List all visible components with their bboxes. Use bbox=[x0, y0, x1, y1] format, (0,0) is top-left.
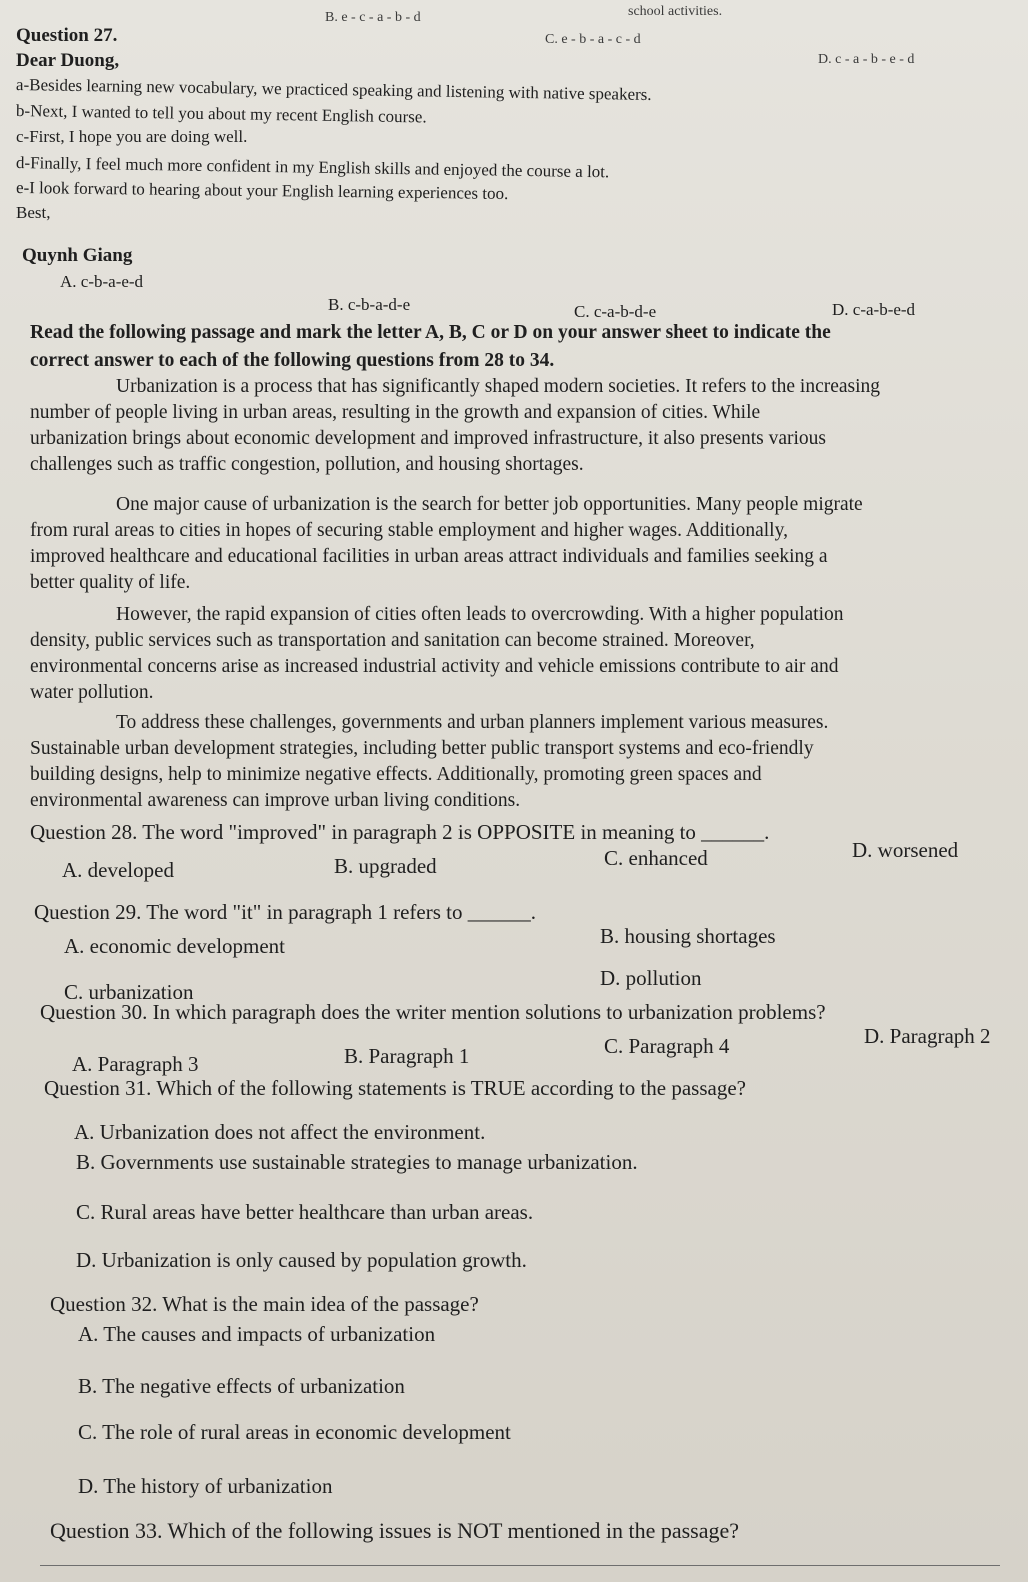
q31-option-b[interactable]: B. Governments use sustainable strategies to manage urbanization. bbox=[76, 1150, 638, 1174]
q30-option-d[interactable]: D. Paragraph 2 bbox=[864, 1024, 991, 1048]
q29-option-b[interactable]: B. housing shortages bbox=[600, 924, 776, 948]
q30-option-a[interactable]: A. Paragraph 3 bbox=[72, 1052, 199, 1076]
passage-line: from rural areas to cities in hopes of securing stable employment and higher wages. Additionally, bbox=[30, 520, 788, 541]
q28-option-b[interactable]: B. upgraded bbox=[334, 854, 437, 878]
passage-line: density, public services such as transportation and sanitation can become strained. Moreover, bbox=[30, 630, 755, 651]
q30-option-c[interactable]: C. Paragraph 4 bbox=[604, 1034, 730, 1058]
q27-line-d: d-Finally, I feel much more confident in my English skills and enjoyed the course a lot. bbox=[15, 153, 610, 182]
q29-stem: Question 29. The word "it" in paragraph 1 refers to ______. bbox=[34, 900, 536, 924]
q27-line-c: c-First, I hope you are doing well. bbox=[16, 127, 248, 146]
q28-stem: Question 28. The word "improved" in paragraph 2 is OPPOSITE in meaning to ______. bbox=[30, 820, 770, 844]
instruction-line-1: Read the following passage and mark the letter A, B, C or D on your answer sheet to indicate the bbox=[30, 322, 831, 343]
q27-option-d[interactable]: D. c-a-b-e-d bbox=[832, 300, 916, 319]
passage-line: However, the rapid expansion of cities often leads to overcrowding. With a higher population bbox=[116, 604, 844, 625]
q26-option-b: B. e - c - a - b - d bbox=[325, 10, 421, 25]
q33-stem: Question 33. Which of the following issues is NOT mentioned in the passage? bbox=[50, 1518, 740, 1543]
q28-option-c[interactable]: C. enhanced bbox=[604, 846, 708, 870]
passage-line: One major cause of urbanization is the search for better job opportunities. Many people migrate bbox=[116, 494, 863, 515]
passage-line: urbanization brings about economic development and improved infrastructure, it also presents various bbox=[30, 428, 827, 449]
q27-option-a[interactable]: A. c-b-a-e-d bbox=[60, 272, 144, 291]
bottom-rule bbox=[40, 1565, 1000, 1566]
q28-option-a[interactable]: A. developed bbox=[62, 858, 174, 882]
passage-line: challenges such as traffic congestion, pollution, and housing shortages. bbox=[30, 454, 584, 475]
q31-option-d[interactable]: D. Urbanization is only caused by population growth. bbox=[76, 1248, 527, 1272]
q27-line-e: e-I look forward to hearing about your English learning experiences too. bbox=[15, 178, 509, 204]
passage-line: water pollution. bbox=[30, 682, 154, 703]
q29-option-c[interactable]: C. urbanization bbox=[64, 980, 194, 1004]
q32-stem: Question 32. What is the main idea of the passage? bbox=[50, 1292, 479, 1316]
q29-option-d[interactable]: D. pollution bbox=[600, 966, 702, 990]
q30-stem: Question 30. In which paragraph does the writer mention solutions to urbanization problems? bbox=[40, 1000, 826, 1024]
q27-option-c[interactable]: C. c-a-b-d-e bbox=[574, 302, 657, 321]
q31-option-c[interactable]: C. Rural areas have better healthcare than urban areas. bbox=[76, 1200, 534, 1224]
q32-option-a[interactable]: A. The causes and impacts of urbanization bbox=[78, 1322, 436, 1346]
passage-line: environmental awareness can improve urban living conditions. bbox=[30, 790, 521, 811]
passage-line: better quality of life. bbox=[30, 572, 191, 593]
q28-option-d[interactable]: D. worsened bbox=[852, 838, 959, 862]
q26-option-c: C. e - b - a - c - d bbox=[545, 32, 641, 47]
q31-stem: Question 31. Which of the following statements is TRUE according to the passage? bbox=[44, 1076, 746, 1100]
passage-line: To address these challenges, governments and urban planners implement various measures. bbox=[116, 712, 829, 733]
passage-line: environmental concerns arise as increased industrial activity and vehicle emissions contribute to air and bbox=[30, 656, 839, 677]
q27-title: Question 27. bbox=[16, 25, 118, 46]
q27-closing: Best, bbox=[16, 203, 51, 222]
q27-option-b[interactable]: B. c-b-a-d-e bbox=[328, 295, 411, 314]
q26-option-d: D. c - a - b - e - d bbox=[818, 52, 915, 67]
q32-option-b[interactable]: B. The negative effects of urbanization bbox=[78, 1374, 405, 1398]
passage-line: building designs, help to minimize negative effects. Additionally, promoting green spaces and bbox=[30, 764, 762, 785]
instruction-line-2: correct answer to each of the following questions from 28 to 34. bbox=[30, 350, 555, 371]
previous-fragment: school activities. bbox=[628, 4, 723, 19]
q32-option-c[interactable]: C. The role of rural areas in economic development bbox=[78, 1420, 511, 1444]
passage-line: improved healthcare and educational facilities in urban areas attract individuals and families seeking a bbox=[30, 546, 828, 567]
passage-line: number of people living in urban areas, resulting in the growth and expansion of cities. While bbox=[30, 402, 761, 423]
q27-line-a: a-Besides learning new vocabulary, we practiced speaking and listening with native speakers. bbox=[15, 75, 652, 104]
q27-line-b: b-Next, I wanted to tell you about my recent English course. bbox=[15, 101, 427, 127]
q31-option-a[interactable]: A. Urbanization does not affect the environment. bbox=[74, 1120, 486, 1144]
q32-option-d[interactable]: D. The history of urbanization bbox=[78, 1474, 333, 1498]
q30-option-b[interactable]: B. Paragraph 1 bbox=[344, 1044, 470, 1068]
passage-line: Urbanization is a process that has significantly shaped modern societies. It refers to the increasing bbox=[116, 376, 881, 397]
q29-option-a[interactable]: A. economic development bbox=[64, 934, 286, 958]
q27-signature: Quynh Giang bbox=[22, 245, 133, 266]
passage-line: Sustainable urban development strategies, including better public transport systems and eco-friendly bbox=[30, 738, 814, 759]
q27-greeting: Dear Duong, bbox=[16, 50, 120, 71]
